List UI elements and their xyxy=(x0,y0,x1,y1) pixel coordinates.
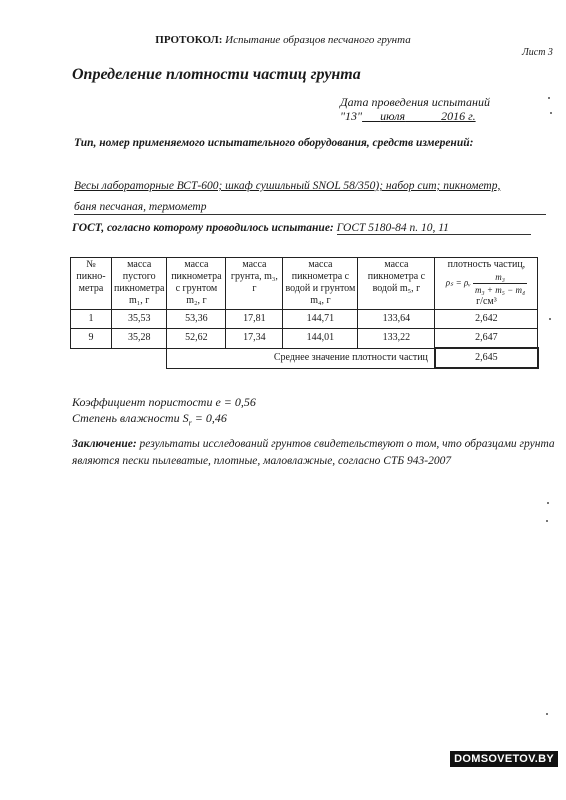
header-m1: масса пустого пикнометра m₁, г xyxy=(112,258,167,310)
scan-speck xyxy=(548,97,550,99)
cell-m4: 144,71 xyxy=(283,310,358,329)
date-day: "13" xyxy=(340,109,363,123)
cell-m2: 52,62 xyxy=(167,329,226,349)
date-month: июля 2016 г. xyxy=(380,109,476,123)
cell-m5: 133,64 xyxy=(358,310,435,329)
header-pycnometer-no: № пикно-метра xyxy=(71,258,112,310)
equipment-line-1: Весы лабораторные ВСТ-600; шкаф сушильный SNOL 58/350); набор сит; пикнометр, xyxy=(74,180,501,192)
scan-speck xyxy=(549,318,551,320)
average-row xyxy=(71,348,538,368)
density-unit: г/см³ xyxy=(476,296,497,307)
cell-m3: 17,81 xyxy=(226,310,283,329)
table-header-row xyxy=(71,258,538,310)
density-table xyxy=(70,257,539,369)
gost-label: ГОСТ, согласно которому проводилось испытание: xyxy=(72,222,334,234)
formula-denominator: m₃ + m₅ − m₄ xyxy=(475,285,526,295)
saturation-degree: Степень влажности $S_r = 0,46$ xyxy=(72,411,227,428)
formula-lhs: ρₛ = ρᵥ xyxy=(445,277,471,288)
cell-m3: 17,34 xyxy=(226,329,283,349)
scan-speck xyxy=(547,502,549,504)
page-title: Определение плотности частиц грунта xyxy=(72,66,361,83)
table-row xyxy=(71,329,538,349)
conclusion-label: Заключение: xyxy=(72,438,137,450)
table-row xyxy=(71,310,538,329)
header-m5: масса пикнометра с водой m₅, г xyxy=(358,258,435,310)
header-m2: масса пикнометра с грунтом m₂, г xyxy=(167,258,226,310)
conclusion xyxy=(72,436,558,470)
cell-density: 2,642 xyxy=(435,310,538,329)
density-title: плотность частиц, xyxy=(447,259,526,270)
scan-speck xyxy=(546,520,548,522)
equipment-line-2: баня песчаная, термометр xyxy=(74,201,546,215)
equipment-heading: Тип, номер применяемого испытательного оборудования, средств измерений: xyxy=(74,137,474,149)
protocol-label: ПРОТОКОЛ: xyxy=(155,34,223,46)
cell-m2: 53,36 xyxy=(167,310,226,329)
cell-no: 1 xyxy=(71,310,112,329)
cell-m1: 35,28 xyxy=(112,329,167,349)
gost-value: ГОСТ 5180-84 п. 10, 11 xyxy=(337,222,531,235)
conclusion-text: результаты исследований грунтов свидетельствуют о том, что образцами грунта являются пески пылеватые, плотные, маловлажные, согласно СТБ 943-2007 xyxy=(72,438,555,467)
sheet-number: Лист 3 xyxy=(522,47,553,58)
header-m4: масса пикнометра с водой и грунтом m₄, г xyxy=(283,258,358,310)
protocol-text: Испытание образцов песчаного грунта xyxy=(222,34,411,46)
cell-no: 9 xyxy=(71,329,112,349)
average-label: Среднее значение плотности частиц xyxy=(167,348,435,368)
protocol-heading xyxy=(0,34,566,46)
header-density xyxy=(435,258,538,310)
formula-numerator: m₃ xyxy=(473,271,527,284)
cell-m1: 35,53 xyxy=(112,310,167,329)
date-label: Дата проведения испытаний xyxy=(340,95,490,109)
test-date xyxy=(340,109,476,124)
average-value: 2,645 xyxy=(435,348,538,368)
scan-speck xyxy=(546,713,548,715)
cell-density: 2,647 xyxy=(435,329,538,349)
site-watermark: DOMSOVETOV.BY xyxy=(450,751,558,767)
cell-m4: 144,01 xyxy=(283,329,358,349)
gost-line xyxy=(72,222,531,235)
porosity-coefficient: Коэффициент пористости е = 0,56 xyxy=(72,395,256,409)
scan-speck xyxy=(550,112,552,114)
header-m3: масса грунта, m₃, г xyxy=(226,258,283,310)
cell-m5: 133,22 xyxy=(358,329,435,349)
density-formula xyxy=(446,271,527,296)
formula-fraction xyxy=(473,271,527,296)
